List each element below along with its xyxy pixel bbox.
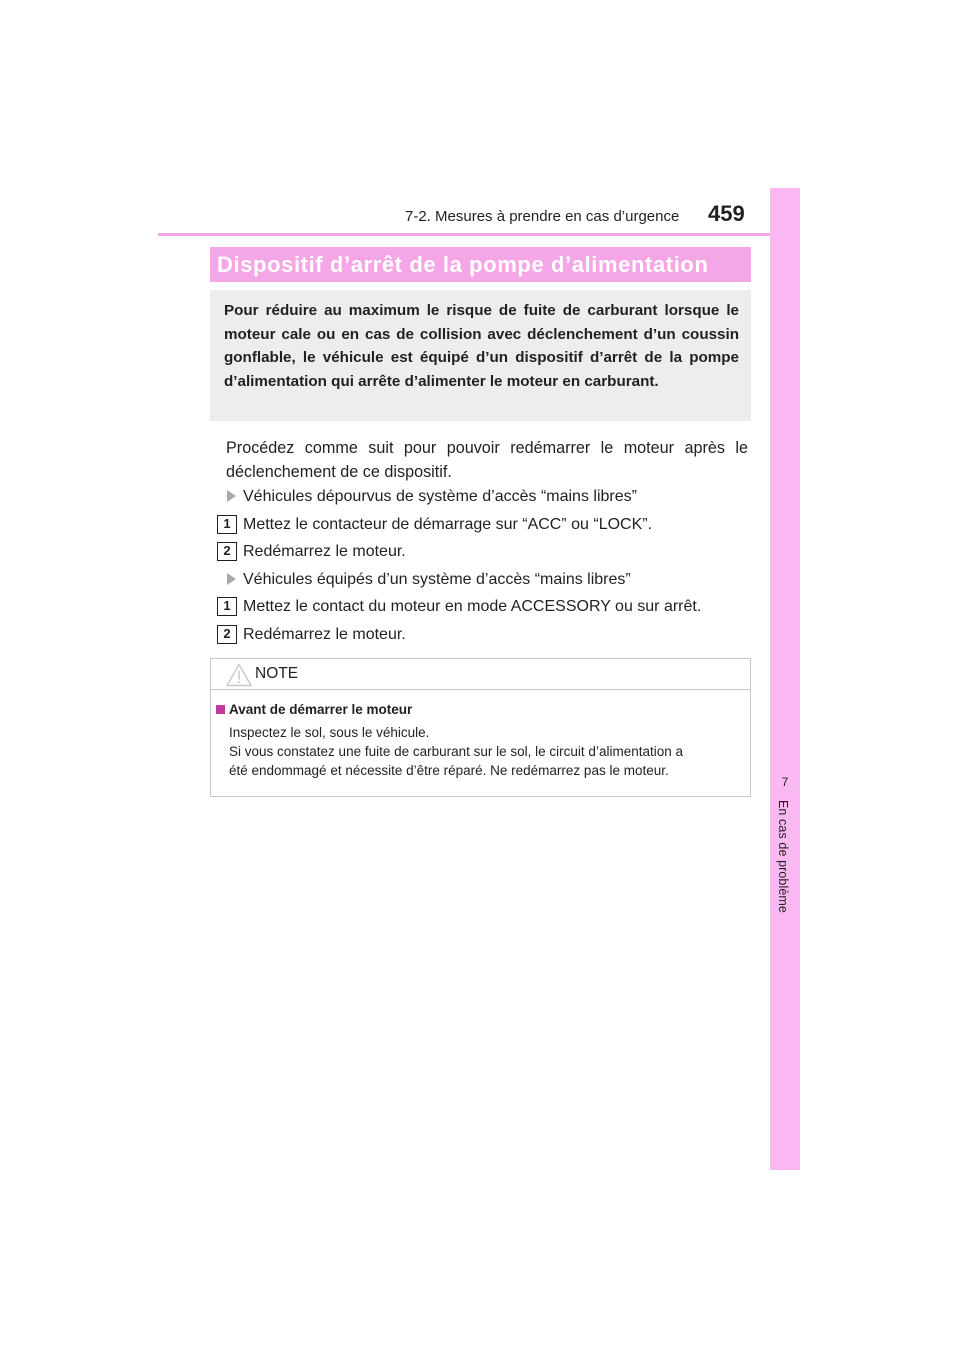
step-number: 2 [217, 625, 237, 644]
intro-summary: Pour réduire au maximum le risque de fuite de carburant lorsque le moteur cale ou en cas de collision avec déclenchement d’un coussin gonflable, le véhicule est équipé d’un dispositif d’arrêt de la pompe d’alimentation qui arrête d’alimenter le moteur en carburant. [210, 290, 751, 421]
triangle-bullet-icon [227, 490, 236, 502]
note-label: NOTE [255, 665, 299, 682]
triangle-bullet-icon [227, 573, 236, 585]
procedure-heading-smart-entry [227, 568, 631, 592]
chapter-title: En cas de problème [776, 800, 790, 913]
step-number: 1 [217, 515, 237, 534]
note-line: Inspectez le sol, sous le véhicule. [229, 725, 430, 740]
step-text: Redémarrez le moteur. [243, 543, 406, 560]
note-item-title [216, 702, 412, 717]
note-item-title-text: Avant de démarrer le moteur [229, 702, 413, 717]
note-box [210, 658, 751, 797]
step-text: Mettez le contacteur de démarrage sur “ACC” ou “LOCK”. [243, 516, 653, 533]
header-divider [158, 233, 798, 236]
section-title: Dispositif d’arrêt de la pompe d’alimentation [210, 247, 751, 282]
note-line: Si vous constatez une fuite de carburant sur le sol, le circuit d’alimentation a [229, 744, 683, 759]
note-line: été endommagé et nécessite d’être réparé. Ne redémarrez pas le moteur. [229, 763, 669, 778]
step-number: 2 [217, 542, 237, 561]
warning-triangle-icon [226, 663, 252, 687]
chapter-side-tab [770, 188, 800, 1170]
header-section-title: 7-2. Mesures à prendre en cas d’urgence [405, 208, 680, 225]
page-number: 459 [708, 201, 745, 226]
procedure-heading-label: Véhicules dépourvus de système d’accès “mains libres” [243, 488, 637, 505]
step-number: 1 [217, 597, 237, 616]
chapter-number: 7 [781, 775, 789, 789]
step-text: Mettez le contact du moteur en mode ACCESSORY ou sur arrêt. [243, 598, 702, 615]
procedure-heading-label: Véhicules équipés d’un système d’accès “mains libres” [243, 571, 631, 588]
body-paragraph: Procédez comme suit pour pouvoir redémarrer le moteur après le déclenchement de ce dispositif. [226, 439, 748, 481]
note-header [211, 659, 750, 690]
step-text: Redémarrez le moteur. [243, 626, 406, 643]
procedure-heading-no-smart-entry [227, 485, 637, 509]
square-bullet-icon [216, 705, 225, 714]
